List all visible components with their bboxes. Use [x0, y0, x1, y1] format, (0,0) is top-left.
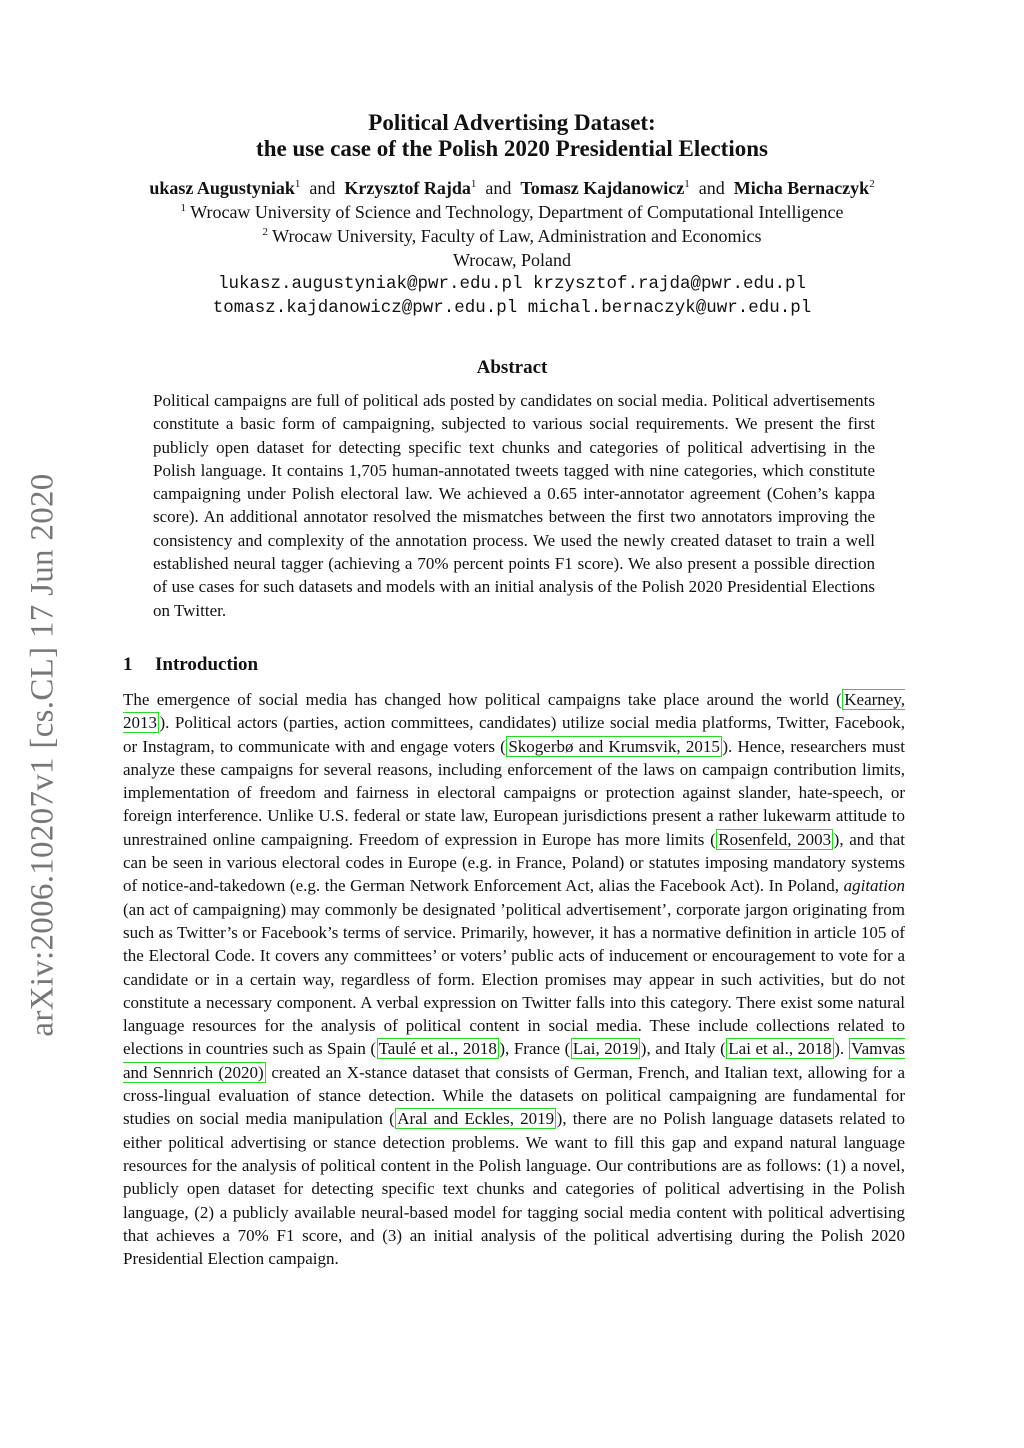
arxiv-side-label	[18, 455, 68, 1055]
introduction-paragraph: The emergence of social media has changed how political campaigns take place around the world ( Kearney, 2013 ). Political actors (parties, action committees, candidates) utilize social media platforms, Twitter, Facebook, or Instagram, to communicate with and engage voters ( Skogerbø and Krumsvik, 2015 ). Hence, researchers must analyze these campaigns for several reasons, including enforcement of the laws on campaign contribution limits, implementation of freedom and fairness in electoral campaigns or protection against slander, hate-speech, or foreign interference. Unlike U.S. federal or state law, European jurisdictions present a rather lukewarm attitude to unrestrained online campaigning. Freedom of expression in Europe has more limits ( Rosenfeld, 2003 ), and that can be seen in various electoral codes in Europe (e.g. in France, Poland) or statutes imposing mandatory systems of notice-and-takedown (e.g. the German Network Enforcement Act, alias the Facebook Act). In Poland, agitation (an act of campaigning) may commonly be designated ’political advertisement’, corporate jargon originating from such as Twitter’s or Facebook’s terms of service. Primarily, however, it has a normative definition in article 105 of the Electoral Code. It covers any committees’ or voters’ public acts of inducement or encouragement to vote for a candidate or in a certain way, regardless of form. Election promises may appear in such activities, but do not constitute a necessary component. A verbal expression on Twitter falls into this category. There exist some natural language resources for the analysis of political content in social media. These include collections related to elections in countries such as Spain ( Taulé et al., 2018 ), France ( Lai, 2019 ), and Italy ( Lai et al., 2018 ). Vamvas and Sennrich (2020) created an X-stance dataset that consists of German, French, and Italian text, allowing for a cross-lingual evaluation of stance detection. While the datasets on political campaigning are fundamental for studies on social media manipulation ( Aral and Eckles, 2019 ), there are no Polish language datasets related to either political advertising or stance detection problems. We want to fill this gap and expand natural language resources for the analysis of political content in the Polish language. Our contributions are as follows: (1) a novel, publicly open dataset for detecting specific text chunks and categories of political advertising in the Polish language, (2) a publicly available neural-based model for tagging social media content with political advertising that achieves a 70% F1 score, and (3) an initial analysis of the political advertising during the Polish 2020 Presidential Election campaign.	[123, 690, 906, 1269]
email-line-1[interactable]: lukasz.augustyniak@pwr.edu.pl krzysztof.rajda@pwr.edu.pl	[217, 274, 807, 294]
author-name: Krzysztof Rajda	[344, 178, 471, 198]
author-name: Tomasz Kajdanowicz	[520, 178, 685, 198]
author-block	[0, 176, 1024, 320]
abstract-body: Political campaigns are full of political ads posted by candidates on social media. Political advertisements constitute a basic form of campaigning, subjected to various social requirements. We present the first publicly open dataset for detecting specific text chunks and categories of political advertising in the Polish language. It contains 1,705 human-annotated tweets tagged with nine categories, which constitute campaigning under Polish electoral law. We achieved a 0.65 inter-annotator agreement (Cohen’s kappa score). An additional annotator resolved the mismatches between the first two annotators improving the consistency and complexity of the annotation process. We used the newly created dataset to train a well established neural tagger (achieving a 70% percent points F1 score). We also present a possible direction of use cases for such datasets and models with an initial analysis of the Polish 2020 Presidential Elections on Twitter.	[153, 391, 875, 620]
author-name: Micha Bernaczyk	[733, 178, 870, 198]
section-number: 1	[123, 654, 133, 675]
citation-link[interactable]: Vamvas and Sennrich (2020)	[123, 1039, 905, 1082]
affiliation-1: $^1$ Wrocaw University of Science and Technology, Department of Computational Intelligence	[180, 202, 844, 222]
citation-link[interactable]: Lai, 2019	[572, 1039, 639, 1059]
citation-link[interactable]: Skogerbø and Krumsvik, 2015	[508, 736, 720, 756]
emphasis-term: agitation	[843, 876, 905, 896]
section-heading-introduction	[123, 654, 258, 676]
citation-link[interactable]: Aral and Eckles, 2019	[397, 1109, 555, 1129]
title-line-1: Political Advertising Dataset:	[368, 110, 656, 135]
citation-link[interactable]: Lai et al., 2018	[728, 1039, 832, 1059]
author-names: ukasz Augustyniak$^1$ and Krzysztof Rajda$^1$ and Tomasz Kajdanowicz$^1$ and Micha Bernaczyk$^2$	[149, 178, 875, 198]
citation-link[interactable]: Rosenfeld, 2003	[718, 829, 832, 849]
title-line-2: the use case of the Polish 2020 Presidential Elections	[256, 136, 768, 161]
author-name: ukasz Augustyniak	[149, 178, 295, 198]
abstract-heading: Abstract	[476, 357, 548, 378]
paper-title	[0, 110, 1024, 162]
citation-link[interactable]: Kearney, 2013	[123, 690, 905, 733]
section-title: Introduction	[155, 654, 259, 675]
affiliation-city: Wrocaw, Poland	[452, 250, 572, 270]
arxiv-id-text: arXiv:2006.10207v1 [cs.CL] 17 Jun 2020	[24, 473, 61, 1037]
email-line-2[interactable]: tomasz.kajdanowicz@pwr.edu.pl michal.bernaczyk@uwr.edu.pl	[212, 298, 812, 318]
citation-link[interactable]: Taulé et al., 2018	[378, 1039, 497, 1059]
affiliation-2: $^2$ Wrocaw University, Faculty of Law, Administration and Economics	[262, 226, 762, 246]
